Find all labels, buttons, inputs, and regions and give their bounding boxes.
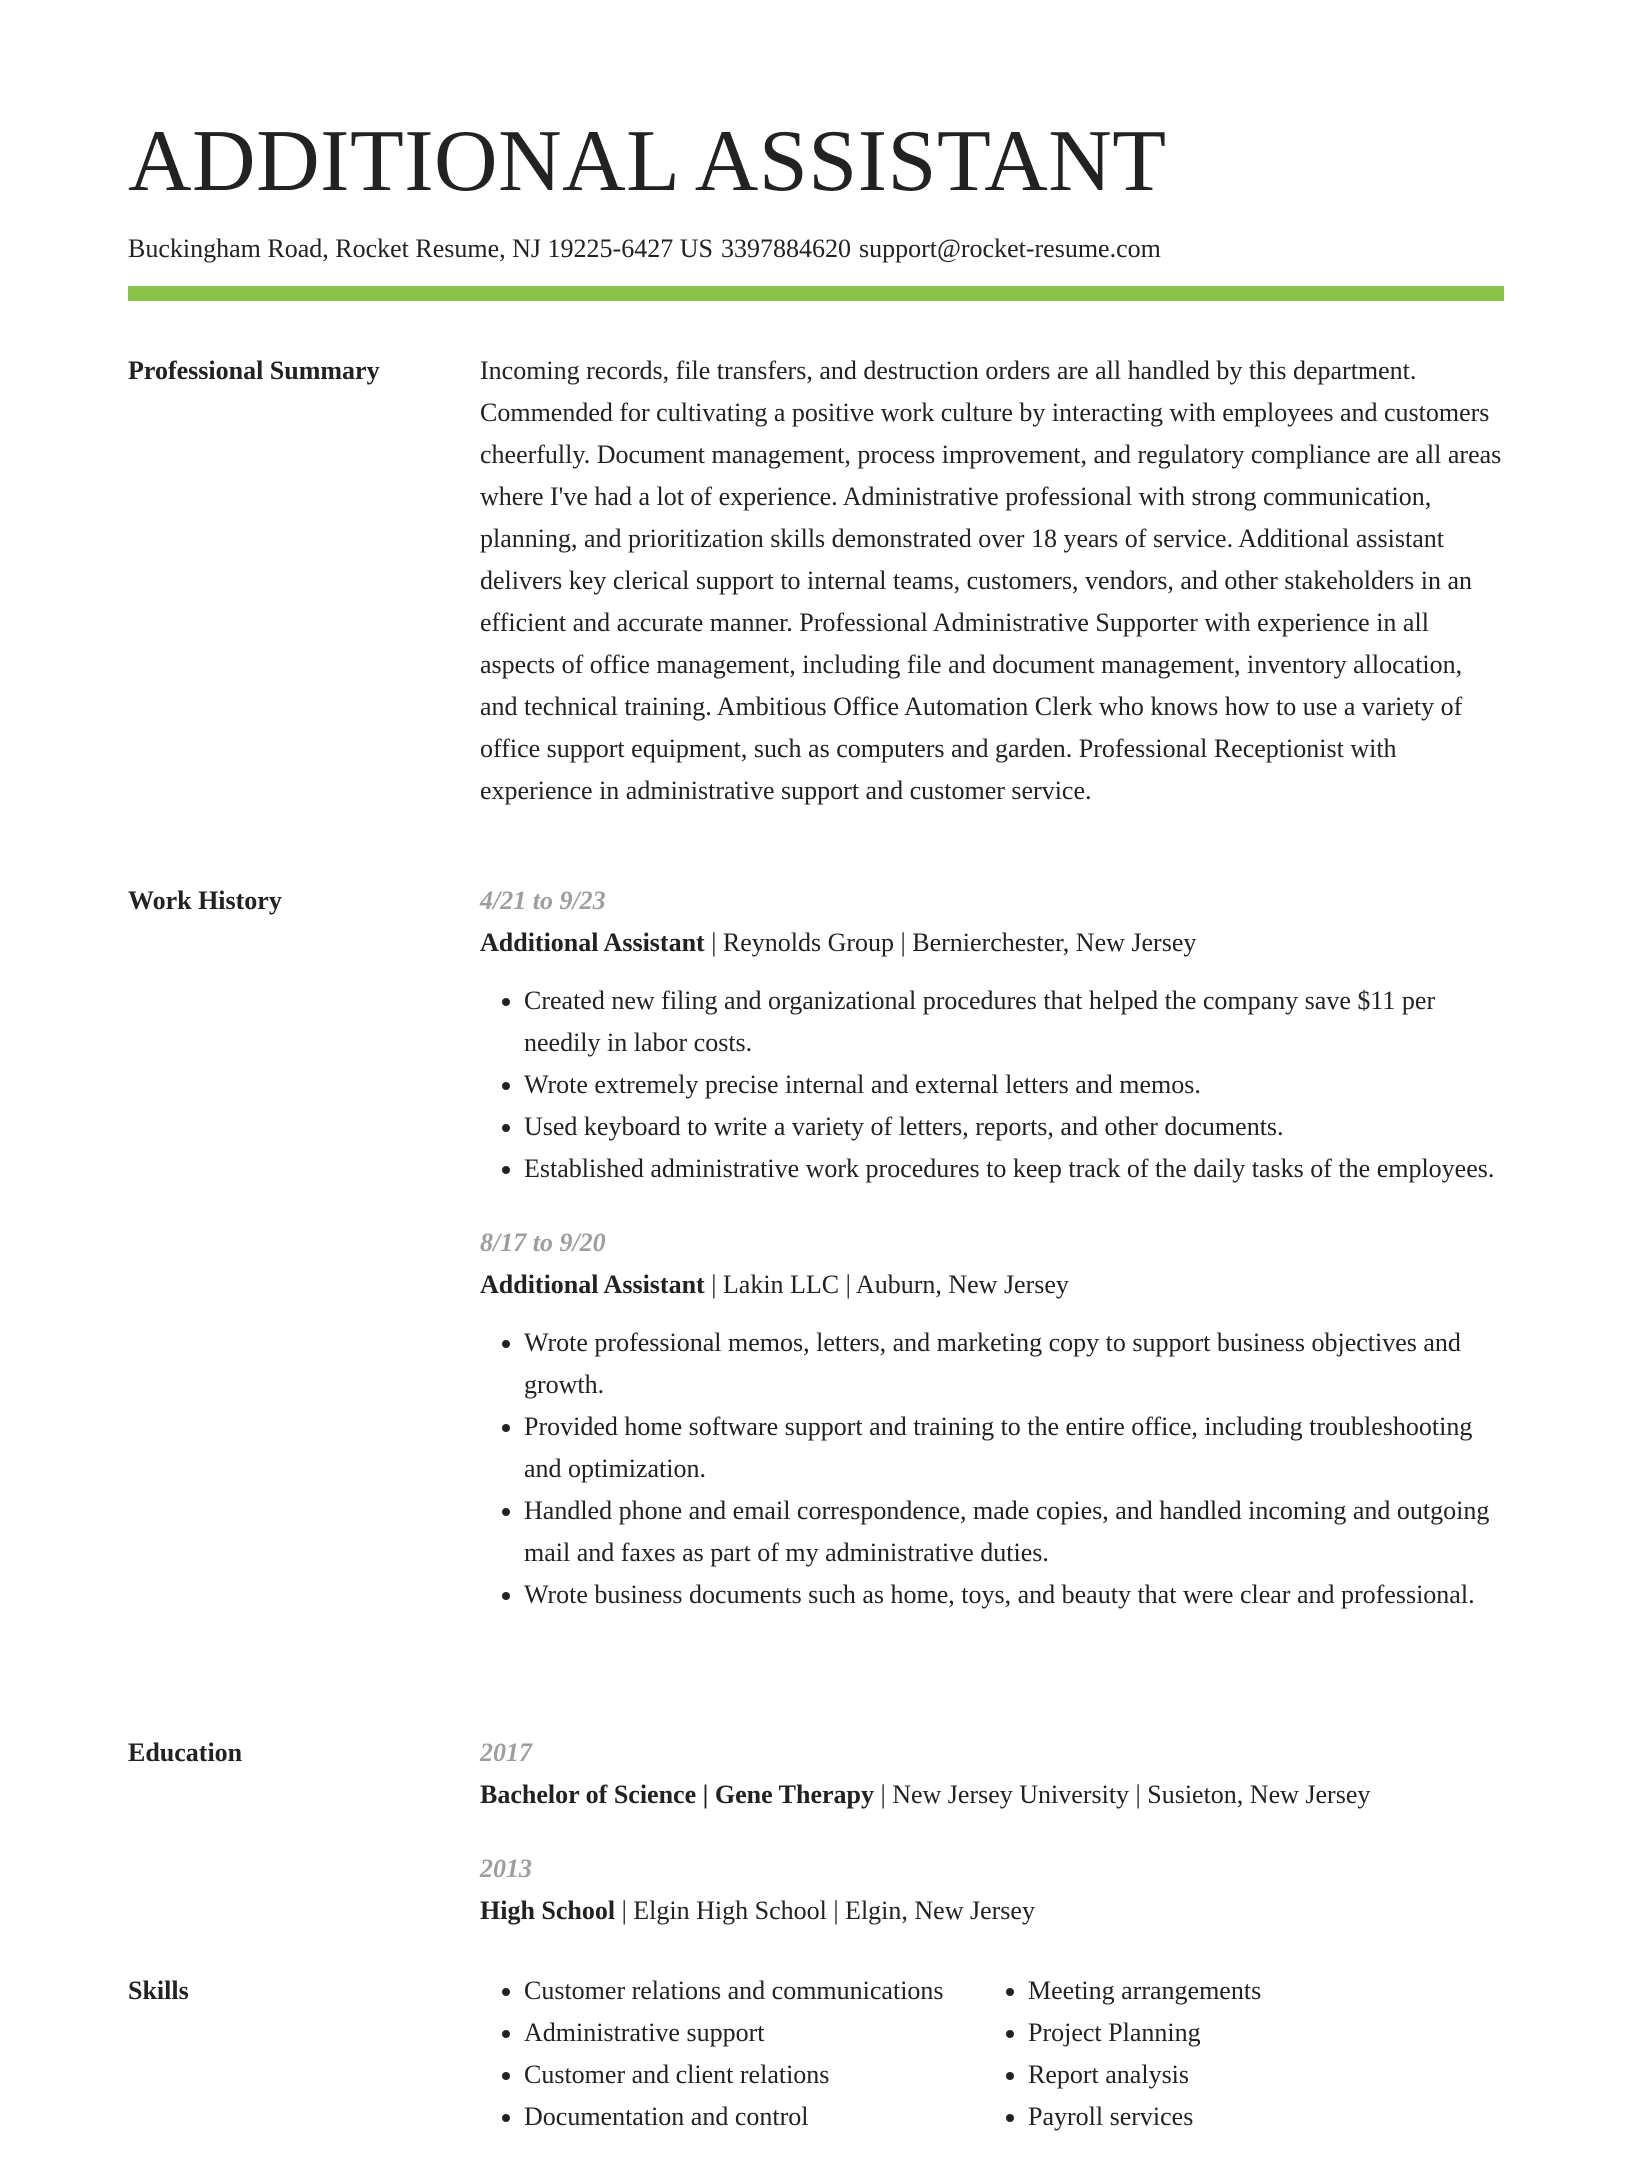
summary-body — [480, 350, 1504, 812]
skills-list-right — [984, 1970, 1261, 2138]
work-history-body — [480, 880, 1504, 1616]
job-details: | Reynolds Group | Bernierchester, New Jersey — [704, 928, 1197, 957]
skill-item: • Project Planning — [1028, 2012, 1261, 2054]
summary-text: Incoming records, file transfers, and destruction orders are all handled by this department. Commended for cultivating a positive work culture by interacting with employees and customers cheerfully. Document management, process improvement, and regulatory compliance are all areas where I've had a lot of experience. Administrative professional with strong communication, planning, and prioritization skills demonstrated over 18 years of service. Additional assistant delivers key clerical support to internal teams, customers, vendors, and other stakeholders in an efficient and accurate manner. Professional Administrative Supporter with experience in all aspects of office management, including file and document management, inventory allocation, and technical training. Ambitious Office Automation Clerk who knows how to use a variety of office support equipment, such as computers and garden. Professional Receptionist with experience in administrative support and customer service. — [480, 356, 1502, 805]
education-heading-line — [480, 1774, 1504, 1816]
job-heading — [480, 1264, 1504, 1306]
education-entry — [480, 1848, 1504, 1932]
education-year: 2013 — [480, 1854, 532, 1883]
skill-item: • Report analysis — [1028, 2054, 1261, 2096]
education-details: | Elgin High School | Elgin, New Jersey — [615, 1896, 1035, 1925]
education-heading: Education — [128, 1738, 243, 1767]
job-duty: • Used keyboard to write a variety of letters, reports, and other documents. — [524, 1106, 1504, 1148]
job-entry — [480, 1222, 1504, 1616]
header-divider — [128, 286, 1504, 301]
job-duty: • Provided home software support and training to the entire office, including troubleshooting and optimization. — [524, 1406, 1504, 1490]
job-title: Additional Assistant — [480, 928, 705, 957]
education-details: | New Jersey University | Susieton, New Jersey — [874, 1780, 1371, 1809]
job-duty: • Wrote extremely precise internal and external letters and memos. — [524, 1064, 1504, 1106]
work-history-heading: Work History — [128, 886, 282, 915]
job-title: Additional Assistant — [480, 1270, 705, 1299]
contact-email: support@rocket-resume.com — [858, 234, 1161, 263]
skill-item: • Administrative support — [524, 2012, 944, 2054]
education-degree: Bachelor of Science | Gene Therapy — [480, 1780, 874, 1809]
contact-phone: 3397884620 — [720, 234, 851, 263]
job-duties — [480, 1322, 1504, 1616]
skills-columns — [480, 1970, 1504, 2170]
job-dates: 8/17 to 9/20 — [480, 1228, 606, 1257]
job-duty: • Wrote business documents such as home, toys, and beauty that were clear and professional. — [524, 1574, 1504, 1616]
education-year: 2017 — [480, 1738, 532, 1767]
skill-item: • Payroll services — [1028, 2096, 1261, 2138]
education-body — [480, 1732, 1504, 1932]
skill-item: • Meeting arrangements — [1028, 1970, 1261, 2012]
education-entry — [480, 1732, 1504, 1816]
job-duty: • Created new filing and organizational procedures that helped the company save $11 per needily in labor costs. — [524, 980, 1504, 1064]
education-heading-line — [480, 1890, 1504, 1932]
skills-heading: Skills — [128, 1976, 189, 2005]
job-dates: 4/21 to 9/23 — [480, 886, 606, 915]
skills-body — [480, 1970, 1504, 2170]
education-degree: High School — [480, 1896, 616, 1925]
contact-line — [128, 232, 1169, 266]
job-duty: • Wrote professional memos, letters, and marketing copy to support business objectives and growth. — [524, 1322, 1504, 1406]
summary-heading: Professional Summary — [128, 356, 380, 385]
skill-item: • Documentation and control — [524, 2096, 944, 2138]
job-heading — [480, 922, 1504, 964]
job-duties — [480, 980, 1504, 1190]
candidate-name: ADDITIONAL ASSISTANT — [128, 113, 1167, 210]
job-duty: • Established administrative work procedures to keep track of the daily tasks of the employees. — [524, 1148, 1504, 1190]
job-duty: • Handled phone and email correspondence, made copies, and handled incoming and outgoing mail and faxes as part of my administrative duties. — [524, 1490, 1504, 1574]
skills-list-left — [480, 1970, 944, 2138]
job-details: | Lakin LLC | Auburn, New Jersey — [704, 1270, 1069, 1299]
job-entry — [480, 880, 1504, 1190]
skill-item: • Customer relations and communications — [524, 1970, 944, 2012]
skill-item: • Customer and client relations — [524, 2054, 944, 2096]
contact-address: Buckingham Road, Rocket Resume, NJ 19225-6427 US — [128, 234, 713, 263]
